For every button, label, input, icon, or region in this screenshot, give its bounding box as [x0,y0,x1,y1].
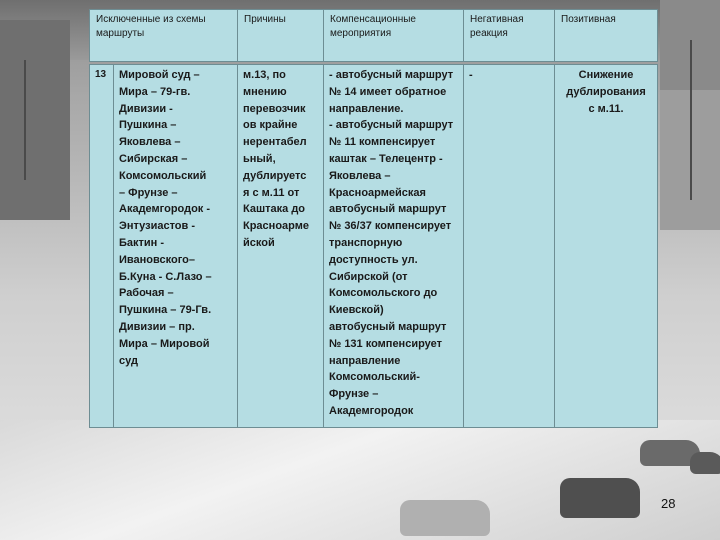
text-line: Каштака до [243,203,306,216]
header-compensation: Компенсационные мероприятия [324,10,464,62]
text-line: № 11 компенсирует [329,136,436,149]
header-positive: Позитивная [555,10,658,62]
text-line: Яковлева – [119,136,181,149]
text-line: Фрунзе – [329,388,379,401]
background-car [560,478,640,518]
cell-positive [555,65,658,428]
text-line: Бактин - [119,236,165,249]
text-line: Комсомольский [119,169,207,182]
text-line: Снижение [578,69,634,81]
header-negative-reaction: Негативная реакция [464,10,555,62]
text-line: Академгородок [329,404,414,417]
text-line: перевозчик [243,102,306,115]
text-line: № 36/37 компенсирует [329,220,452,233]
text-line: Академгородок - [119,203,211,216]
header-excluded-routes: Исключенные из схемы маршруты [90,10,238,62]
text-line: Яковлева – [329,169,391,182]
text-line: йской [243,236,275,249]
text-line: Рабочая – [119,287,174,300]
positive-lines [560,67,652,117]
compensation-lines [329,67,458,420]
row-number: 13 [90,65,114,428]
text-line: ов крайне [243,119,298,132]
background-lamp-post [690,40,692,200]
text-line: с м.11. [588,102,624,115]
background-car [400,500,490,536]
text-line: Дивизии - [119,102,173,115]
text-line: каштак – Телецентр - [329,152,443,165]
background-lamp-post [24,60,26,180]
text-line: транспорную [329,236,403,249]
text-line: дублирования [566,85,646,98]
text-line: Дивизии – пр. [119,320,195,333]
cell-route [114,65,238,428]
header-row [90,10,658,62]
background-car [690,452,720,474]
text-line: Пушкина – 79-Гв. [119,304,212,317]
text-line: направление. [329,102,404,115]
text-line: Мира – 79-гв. [119,85,191,98]
text-line: Киевской) [329,304,384,317]
text-line: суд [119,354,138,367]
text-line: направление [329,354,401,367]
text-line: Сибирская – [119,152,188,165]
text-line: м.13, по [243,69,286,81]
text-line: дублируетс [243,169,307,182]
text-line: автобусный маршрут [329,203,447,216]
reason-lines [243,67,318,252]
text-line: № 131 компенсирует [329,337,442,350]
text-line: Мировой суд – [119,69,200,81]
background-building-left [0,20,70,220]
text-line: нерентабел [243,136,307,149]
text-line: - автобусный маршрут [329,69,454,81]
header-reasons: Причины [238,10,324,62]
text-line: Красноарме [243,220,309,233]
text-line: Комсомольский- [329,371,420,384]
route-lines [119,67,232,369]
text-line: доступность ул. [329,253,418,266]
text-line: Красноармейская [329,186,426,199]
text-line: Б.Куна - С.Лазо – [119,270,212,283]
text-line: Пушкина – [119,119,177,132]
cell-negative: - [464,65,555,428]
text-line: ьный, [243,152,276,165]
text-line: мнению [243,85,287,98]
text-line: Энтузиастов - [119,220,196,233]
text-line: Мира – Мировой [119,337,210,350]
data-table [89,64,658,428]
header-table [89,9,658,62]
text-line: Сибирской (от [329,270,408,283]
text-line: Ивановского– [119,253,195,266]
text-line: я с м.11 от [243,186,300,199]
text-line: – Фрунзе – [119,186,178,199]
cell-reason [238,65,324,428]
text-line: автобусный маршрут [329,320,447,333]
table-row [90,65,658,428]
cell-compensation [324,65,464,428]
text-line: № 14 имеет обратное [329,85,447,98]
text-line: Комсомольского до [329,287,438,300]
page-number: 28 [661,496,676,511]
text-line: - автобусный маршрут [329,119,454,132]
